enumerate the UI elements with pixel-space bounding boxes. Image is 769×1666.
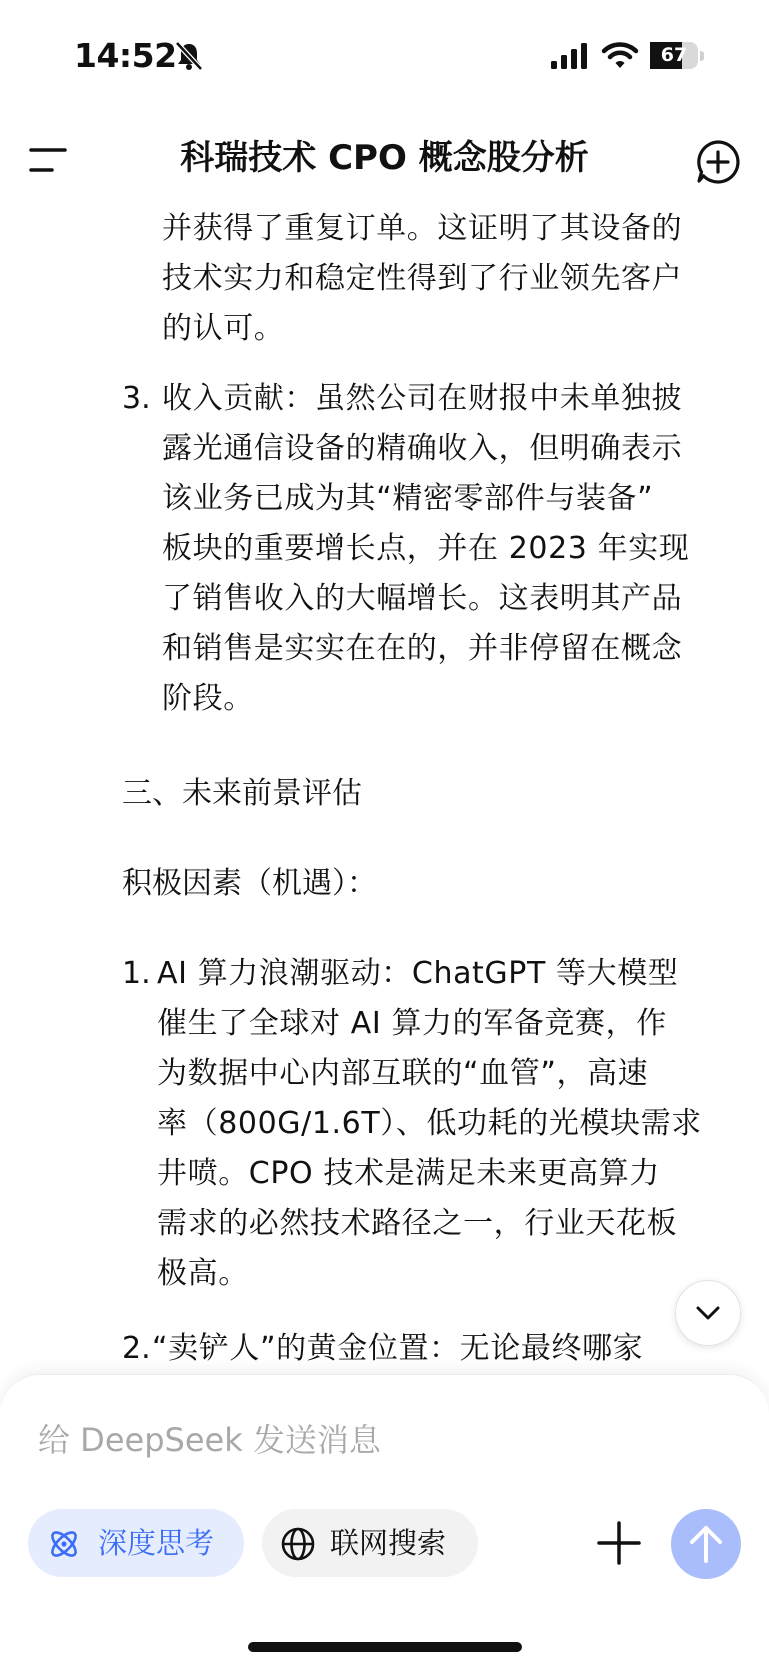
arrow-up-icon <box>686 1523 726 1565</box>
bell-slash-icon <box>174 40 204 72</box>
sub-heading: 积极因素（机遇）： <box>122 866 377 901</box>
send-button[interactable] <box>671 1509 741 1579</box>
globe-icon <box>280 1526 316 1562</box>
web-search-button[interactable] <box>262 1509 478 1577</box>
list-number: 1. <box>122 956 151 991</box>
status-bar <box>0 0 769 110</box>
deep-think-button[interactable] <box>28 1509 244 1577</box>
message-line: 板块的重要增长点，并在 2023 年实现 <box>162 531 690 566</box>
message-line: 为数据中心内部互联的“血管”，高速 <box>157 1056 649 1091</box>
battery-indicator <box>650 42 700 69</box>
message-line: 需求的必然技术路径之一，行业天花板 <box>157 1206 678 1241</box>
plus-icon[interactable] <box>596 1520 642 1566</box>
list-number: 3. <box>122 381 151 416</box>
message-line: 该业务已成为其“精密零部件与装备” <box>162 481 654 516</box>
message-line: 和销售是实实在在的，并非停留在概念 <box>162 631 683 666</box>
home-indicator <box>248 1642 522 1652</box>
message-line: 的认可。 <box>162 311 285 346</box>
message-line: 技术实力和稳定性得到了行业领先客户 <box>162 261 683 296</box>
atom-icon <box>46 1526 82 1562</box>
web-search-label: 联网搜索 <box>330 1526 447 1560</box>
message-line: 收入贡献：虽然公司在财报中未单独披 <box>162 381 683 416</box>
menu-icon[interactable] <box>28 140 70 180</box>
chevron-down-icon <box>695 1302 721 1324</box>
message-line: AI 算力浪潮驱动：ChatGPT 等大模型 <box>157 956 679 991</box>
message-input[interactable] <box>38 1415 728 1465</box>
composer <box>0 1374 769 1666</box>
section-heading: 三、未来前景评估 <box>122 776 362 811</box>
new-chat-icon[interactable] <box>694 138 742 186</box>
message-line: 极高。 <box>157 1256 249 1291</box>
chat-content[interactable] <box>0 202 769 1366</box>
message-line: 了销售收入的大幅增长。这表明其产品 <box>162 581 683 616</box>
message-line: 阶段。 <box>162 681 254 716</box>
message-line: “卖铲人”的黄金位置：无论最终哪家 <box>152 1331 644 1366</box>
message-line: 露光通信设备的精确收入，但明确表示 <box>162 431 683 466</box>
wifi-icon <box>601 40 639 70</box>
status-time: 14:52 <box>74 36 177 75</box>
cellular-signal-icon <box>550 42 590 70</box>
message-line: 并获得了重复订单。这证明了其设备的 <box>162 211 683 246</box>
message-line: 井喷。CPO 技术是满足未来更高算力 <box>157 1156 660 1191</box>
message-line: 率（800G/1.6T）、低功耗的光模块需求 <box>157 1106 702 1141</box>
scroll-down-button[interactable] <box>675 1280 741 1346</box>
message-line: 催生了全球对 AI 算力的军备竞赛，作 <box>157 1006 667 1041</box>
battery-level: 67 <box>660 44 688 66</box>
list-number: 2. <box>122 1331 151 1366</box>
deep-think-label: 深度思考 <box>98 1526 215 1560</box>
page-title: 科瑞技术 CPO 概念股分析 <box>180 138 589 178</box>
app-header <box>0 120 769 202</box>
